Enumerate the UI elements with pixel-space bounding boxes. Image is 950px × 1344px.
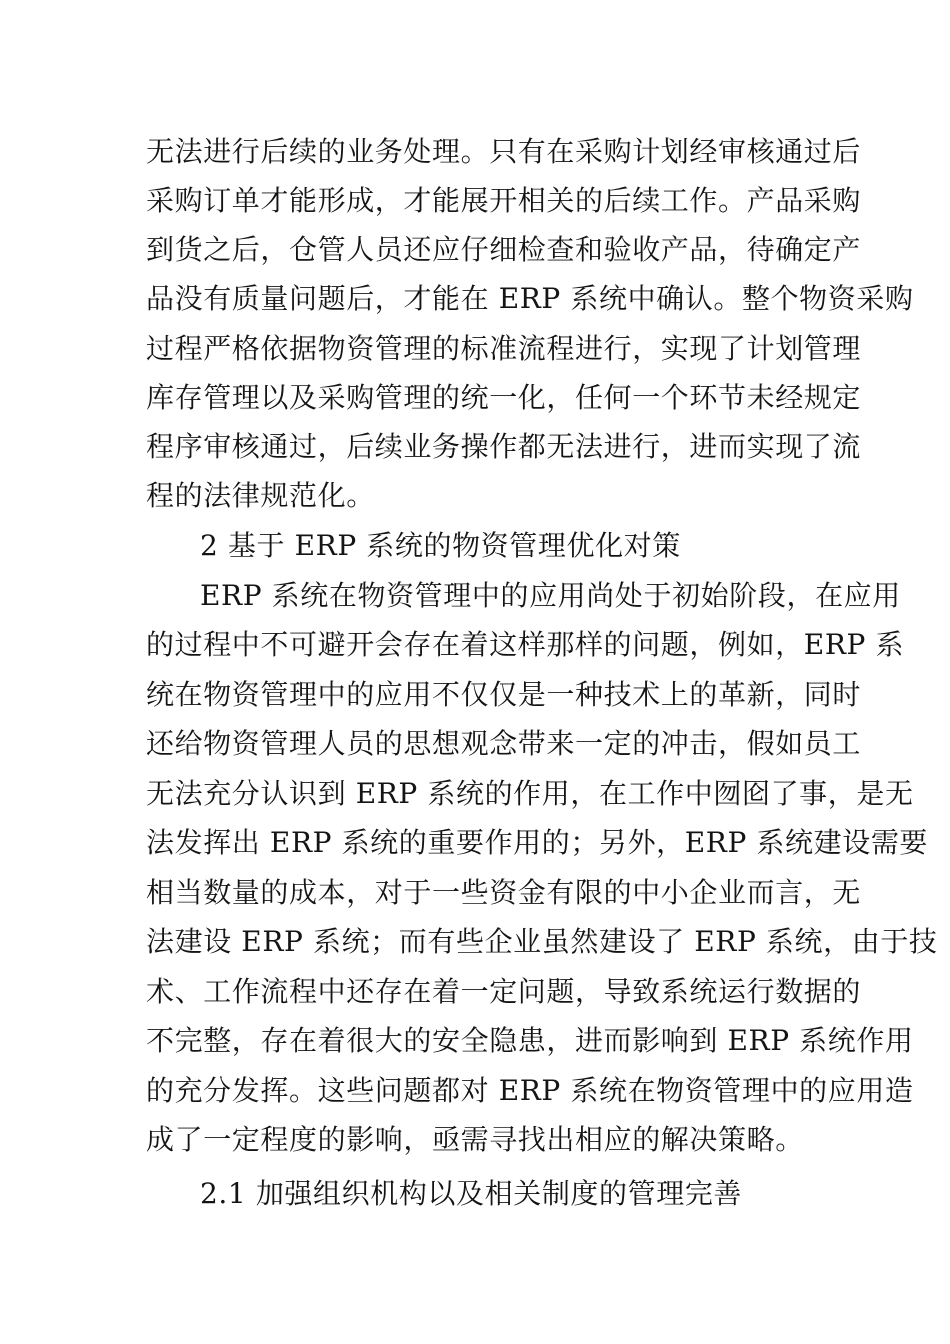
section-heading: 2 基于 ERP 系统的物资管理优化对策 <box>200 529 681 562</box>
text-line: 到货之后，仓管人员还应仔细检查和验收产品，待确定产 <box>146 233 862 266</box>
text-line: 采购订单才能形成，才能展开相关的后续工作。产品采购 <box>146 184 862 217</box>
text-line: ERP 系统在物资管理中的应用尚处于初始阶段，在应用 <box>200 579 901 612</box>
text-line: 统在物资管理中的应用不仅仅是一种技术上的革新，同时 <box>146 678 862 711</box>
text-line: 术、工作流程中还存在着一定问题，导致系统运行数据的 <box>146 975 862 1008</box>
text-line: 相当数量的成本，对于一些资金有限的中小企业而言，无 <box>146 876 862 909</box>
subsection-heading: 2.1 加强组织机构以及相关制度的管理完善 <box>200 1177 743 1210</box>
text-line: 的过程中不可避开会存在着这样那样的问题，例如，ERP 系 <box>146 628 905 661</box>
text-line: 过程严格依据物资管理的标准流程进行，实现了计划管理 <box>146 332 862 365</box>
text-line: 程序审核通过，后续业务操作都无法进行，进而实现了流 <box>146 430 862 463</box>
text-line: 不完整，存在着很大的安全隐患，进而影响到 ERP 系统作用 <box>146 1024 914 1057</box>
text-line: 无法充分认识到 ERP 系统的作用，在工作中囫囵了事，是无 <box>146 777 914 810</box>
text-line: 法发挥出 ERP 系统的重要作用的；另外，ERP 系统建设需要 <box>146 826 929 859</box>
text-line: 品没有质量问题后，才能在 ERP 系统中确认。整个物资采购 <box>146 282 914 315</box>
text-line: 程的法律规范化。 <box>146 479 375 512</box>
text-line: 法建设 ERP 系统；而有些企业虽然建设了 ERP 系统，由于技 <box>146 925 938 958</box>
text-line: 无法进行后续的业务处理。只有在采购计划经审核通过后 <box>146 135 862 168</box>
text-line: 还给物资管理人员的思想观念带来一定的冲击，假如员工 <box>146 727 862 760</box>
text-line: 库存管理以及采购管理的统一化，任何一个环节未经规定 <box>146 381 862 414</box>
text-line: 的充分发挥。这些问题都对 ERP 系统在物资管理中的应用造 <box>146 1074 914 1107</box>
text-line: 成了一定程度的影响，亟需寻找出相应的解决策略。 <box>146 1123 804 1156</box>
